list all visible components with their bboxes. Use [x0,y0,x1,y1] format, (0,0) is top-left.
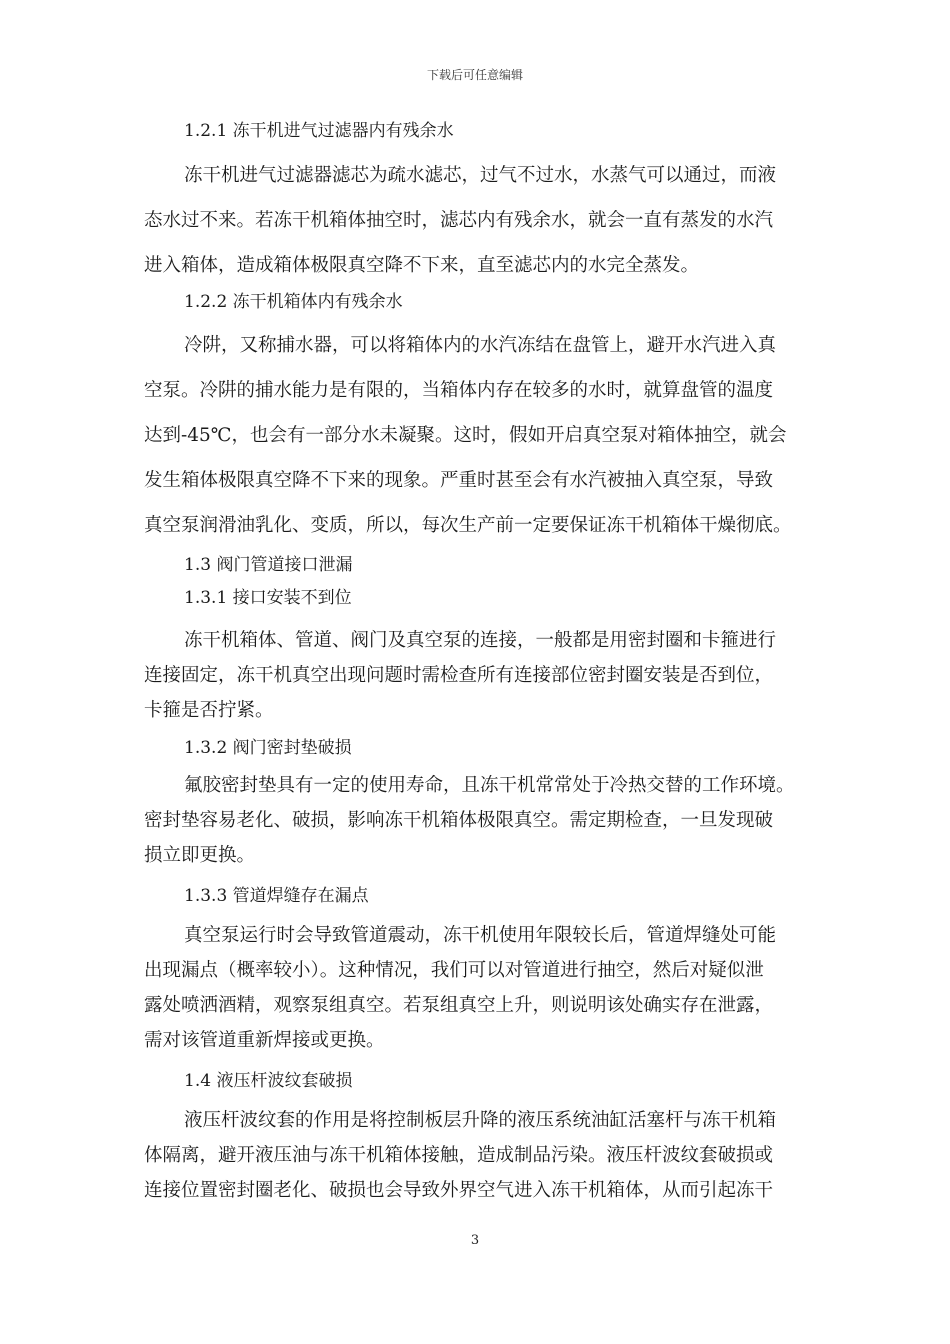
paragraph-line: 发生箱体极限真空降不下来的现象。严重时甚至会有水汽被抽入真空泵，导致 [144,470,774,491]
paragraph-line: 损立即更换。 [144,845,256,866]
paragraph-line: 连接固定，冻干机真空出现问题时需检查所有连接部位密封圈安装是否到位， [144,665,774,686]
paragraph-line: 真空泵润滑油乳化、变质，所以，每次生产前一定要保证冻干机箱体干燥彻底。 [144,515,792,536]
section-heading: 1.3.2 阀门密封垫破损 [184,738,352,758]
paragraph-line: 密封垫容易老化、破损，影响冻干机箱体极限真空。需定期检查，一旦发现破 [144,810,774,831]
paragraph-line: 进入箱体，造成箱体极限真空降不下来，直至滤芯内的水完全蒸发。 [144,255,700,276]
paragraph-line: 卡箍是否拧紧。 [144,700,274,721]
paragraph-line: 冻干机进气过滤器滤芯为疏水滤芯，过气不过水，水蒸气可以通过，而液 [184,165,777,186]
section-heading: 1.2.2 冻干机箱体内有残余水 [184,292,403,312]
paragraph-line: 达到-45℃，也会有一部分水未凝聚。这时，假如开启真空泵对箱体抽空，就会 [144,425,787,446]
paragraph-line: 液压杆波纹套的作用是将控制板层升降的液压系统油缸活塞杆与冻干机箱 [184,1110,777,1131]
paragraph-line: 冷阱，又称捕水器，可以将箱体内的水汽冻结在盘管上，避开水汽进入真 [184,335,777,356]
paragraph-line: 连接位置密封圈老化、破损也会导致外界空气进入冻干机箱体，从而引起冻干 [144,1180,774,1201]
section-heading: 1.3.3 管道焊缝存在漏点 [184,886,369,906]
paragraph-line: 态水过不来。若冻干机箱体抽空时，滤芯内有残余水，就会一直有蒸发的水汽 [144,210,774,231]
section-heading: 1.3.1 接口安装不到位 [184,588,352,608]
paragraph-line: 出现漏点（概率较小）。这种情况，我们可以对管道进行抽空，然后对疑似泄 [144,960,764,981]
paragraph-line: 真空泵运行时会导致管道震动，冻干机使用年限较长后，管道焊缝处可能 [184,925,777,946]
section-heading: 1.3 阀门管道接口泄漏 [184,555,353,575]
paragraph-line: 露处喷洒酒精，观察泵组真空。若泵组真空上升，则说明该处确实存在泄露， [144,995,774,1016]
paragraph-line: 需对该管道重新焊接或更换。 [144,1030,385,1051]
section-heading: 1.4 液压杆波纹套破损 [184,1071,353,1091]
page-header: 下载后可任意编辑 [426,68,523,82]
section-heading: 1.2.1 冻干机进气过滤器内有残余水 [184,121,454,141]
paragraph-line: 冻干机箱体、管道、阀门及真空泵的连接，一般都是用密封圈和卡箍进行 [184,630,777,651]
paragraph-line: 氟胶密封垫具有一定的使用寿命，且冻干机常常处于冷热交替的工作环境。 [184,775,795,796]
paragraph-line: 体隔离，避开液压油与冻干机箱体接触，造成制品污染。液压杆波纹套破损或 [144,1145,774,1166]
paragraph-line: 空泵。冷阱的捕水能力是有限的，当箱体内存在较多的水时，就算盘管的温度 [144,380,774,401]
page-number: 3 [470,1233,480,1248]
